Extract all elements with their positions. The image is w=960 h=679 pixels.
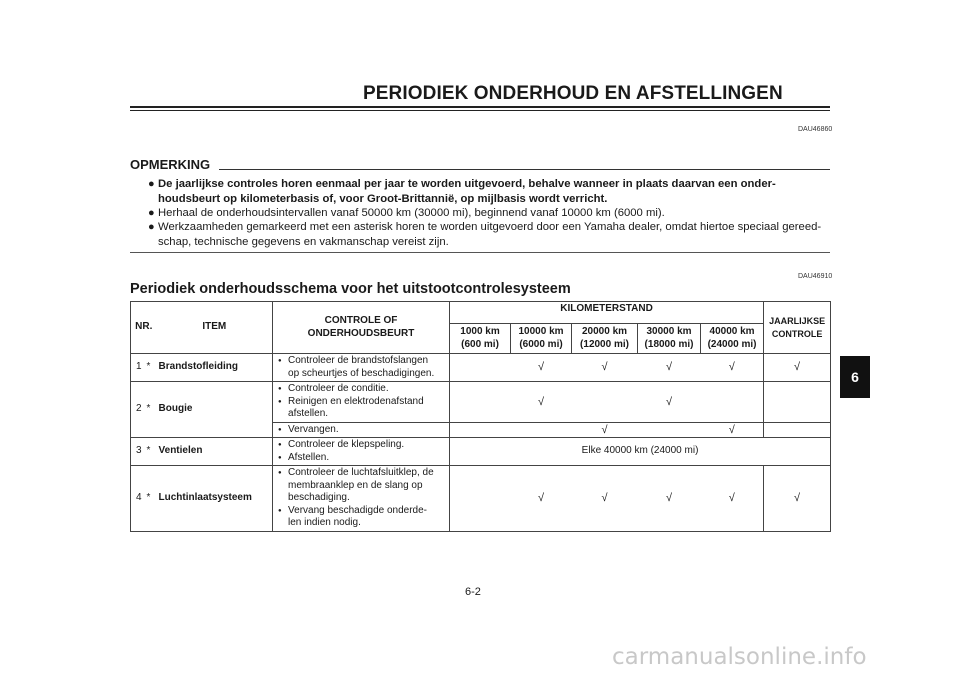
header-item: ITEM (157, 302, 273, 354)
maintenance-schedule-table (130, 301, 831, 532)
row-nr: 2 (131, 382, 147, 438)
check-text: Controleer de klepspeling. (288, 439, 405, 450)
interval-5-km: 40000 km (709, 326, 755, 337)
header-annual-line1: JAARLIJKSE (769, 316, 826, 326)
check-item (288, 424, 446, 437)
check-text: ● Reinigen en elektrodenafstand (288, 395, 424, 407)
header-check-line2: ONDERHOUDSBEURT (307, 327, 415, 339)
interval-5 (701, 324, 764, 354)
interval-2-mi: (6000 mi) (519, 338, 563, 350)
header-annual (764, 302, 831, 354)
asterisk: * (147, 466, 157, 532)
check-text: afstellen. (288, 408, 329, 419)
check-cell (273, 466, 450, 532)
interval-1-km: 1000 km (460, 326, 500, 337)
table-header-row (131, 302, 831, 324)
empty-cell (764, 382, 831, 423)
check-mark: √ (701, 422, 764, 438)
empty-cell (450, 466, 511, 532)
check-text: beschadiging. (288, 492, 350, 504)
check-item (288, 452, 446, 465)
check-text: Afstellen. (288, 451, 330, 463)
check-text: membraanklep en de slang op (288, 479, 423, 491)
header-rule (130, 106, 830, 108)
check-cell (273, 438, 450, 466)
interval-2 (511, 324, 572, 354)
check-item (288, 505, 446, 530)
header-km: KILOMETERSTAND (450, 302, 764, 324)
interval-4 (638, 324, 701, 354)
asterisk: * (147, 382, 157, 438)
header-annual-line2: CONTROLE (771, 328, 823, 339)
table-row (131, 382, 831, 423)
interval-5-mi: (24000 mi) (707, 338, 757, 350)
row-nr: 3 (131, 438, 147, 466)
interval-3-mi: (12000 mi) (580, 338, 629, 350)
header-rule-thin (130, 110, 830, 111)
item-name: Brandstofleiding (157, 354, 273, 382)
table-row (131, 466, 831, 532)
empty-cell (450, 382, 511, 423)
interval-3 (572, 324, 638, 354)
empty-cell (701, 382, 764, 423)
item-name: Luchtinlaatsysteem (157, 466, 273, 532)
interval-2-km: 10000 km (518, 326, 564, 337)
chapter-tab: 6 (840, 356, 870, 398)
note-rule (219, 169, 830, 170)
watermark: carmanualsonline.info (612, 644, 867, 670)
bullet-icon: ● (148, 178, 155, 190)
page-number: 6-2 (465, 586, 481, 598)
note-bullet-2: Herhaal de onderhoudsintervallen vanaf 50000 km (30000 mi), beginnend vanaf 10000 km (6000 mi). (158, 207, 665, 219)
table-row (131, 354, 831, 382)
bullet-icon: ● (148, 207, 155, 219)
interval-text: Elke 40000 km (24000 mi) (450, 438, 831, 466)
check-text: Vervangen. (288, 423, 339, 435)
asterisk: * (147, 438, 157, 466)
interval-4-mi: (18000 mi) (644, 338, 694, 350)
empty-cell (572, 382, 638, 423)
check-text: ● Controleer de brandstofslangen (288, 355, 429, 366)
interval-4-km: 30000 km (646, 326, 692, 337)
check-mark: √ (764, 354, 831, 382)
empty-cell (450, 422, 511, 438)
interval-3-km: 20000 km (581, 326, 628, 337)
header-nr: NR. (131, 302, 157, 354)
check-mark: √ (572, 466, 638, 532)
note-bullet-1-line2: houdsbeurt op kilometerbasis of, voor Groot-Brittannië, op mijlbasis wordt verricht. (158, 193, 608, 205)
section-code: DAU46910 (798, 273, 833, 280)
check-mark: √ (701, 466, 764, 532)
check-item (288, 439, 446, 452)
check-text: ● Controleer de luchtafsluitklep, de (288, 467, 434, 479)
check-mark: √ (511, 382, 572, 423)
check-item (288, 467, 446, 505)
check-text: Controleer de conditie. (288, 383, 389, 394)
check-mark: √ (701, 354, 764, 382)
note-bullet-1-line1: De jaarlijkse controles horen eenmaal per jaar te worden uitgevoerd, behalve wanneer in plaats daarvan een onder- (158, 178, 776, 190)
header-check (273, 302, 450, 354)
check-mark: √ (764, 466, 831, 532)
interval-1-mi: (600 mi) (461, 338, 499, 350)
bullet-icon: ● (148, 221, 155, 233)
note-bullet-3-line1: Werkzaamheden gemarkeerd met een asterisk horen te worden uitgevoerd door een Yamaha dealer, omdat hiertoe speciaal gereed- (158, 221, 822, 233)
check-mark: √ (638, 354, 701, 382)
check-text: ● Vervang beschadigde onderde- (288, 504, 428, 516)
table-row (131, 438, 831, 466)
note-code: DAU46860 (798, 126, 833, 133)
note-bullet-3 (158, 220, 830, 250)
note-bottom-rule (130, 252, 830, 253)
check-item (288, 396, 446, 421)
check-mark: √ (511, 354, 572, 382)
check-cell (273, 354, 450, 382)
check-cell (273, 422, 450, 438)
check-mark: √ (572, 354, 638, 382)
check-cell (273, 382, 450, 423)
asterisk: * (147, 354, 157, 382)
note-bullet-3-line2: schap, technische gegevens en vakmanschap vereist zijn. (158, 236, 449, 248)
header-check-line1: CONTROLE OF (324, 315, 398, 326)
section-heading: Periodiek onderhoudsschema voor het uitstootcontrolesysteem (130, 281, 571, 297)
check-item (288, 383, 446, 396)
check-mark: √ (638, 466, 701, 532)
row-nr: 1 (131, 354, 147, 382)
interval-1 (450, 324, 511, 354)
empty-cell (764, 422, 831, 438)
empty-cell (511, 422, 572, 438)
empty-cell (638, 422, 701, 438)
check-item (288, 355, 446, 380)
page-title: PERIODIEK ONDERHOUD EN AFSTELLINGEN (363, 83, 783, 104)
empty-cell (450, 354, 511, 382)
check-mark: √ (638, 382, 701, 423)
note-title: OPMERKING (130, 157, 211, 172)
item-name: Bougie (157, 382, 273, 438)
item-name: Ventielen (157, 438, 273, 466)
check-text: op scheurtjes of beschadigingen. (288, 367, 435, 379)
note-bullet-1 (158, 177, 830, 207)
row-nr: 4 (131, 466, 147, 532)
check-mark: √ (511, 466, 572, 532)
check-mark: √ (572, 422, 638, 438)
check-text: len indien nodig. (288, 517, 361, 529)
